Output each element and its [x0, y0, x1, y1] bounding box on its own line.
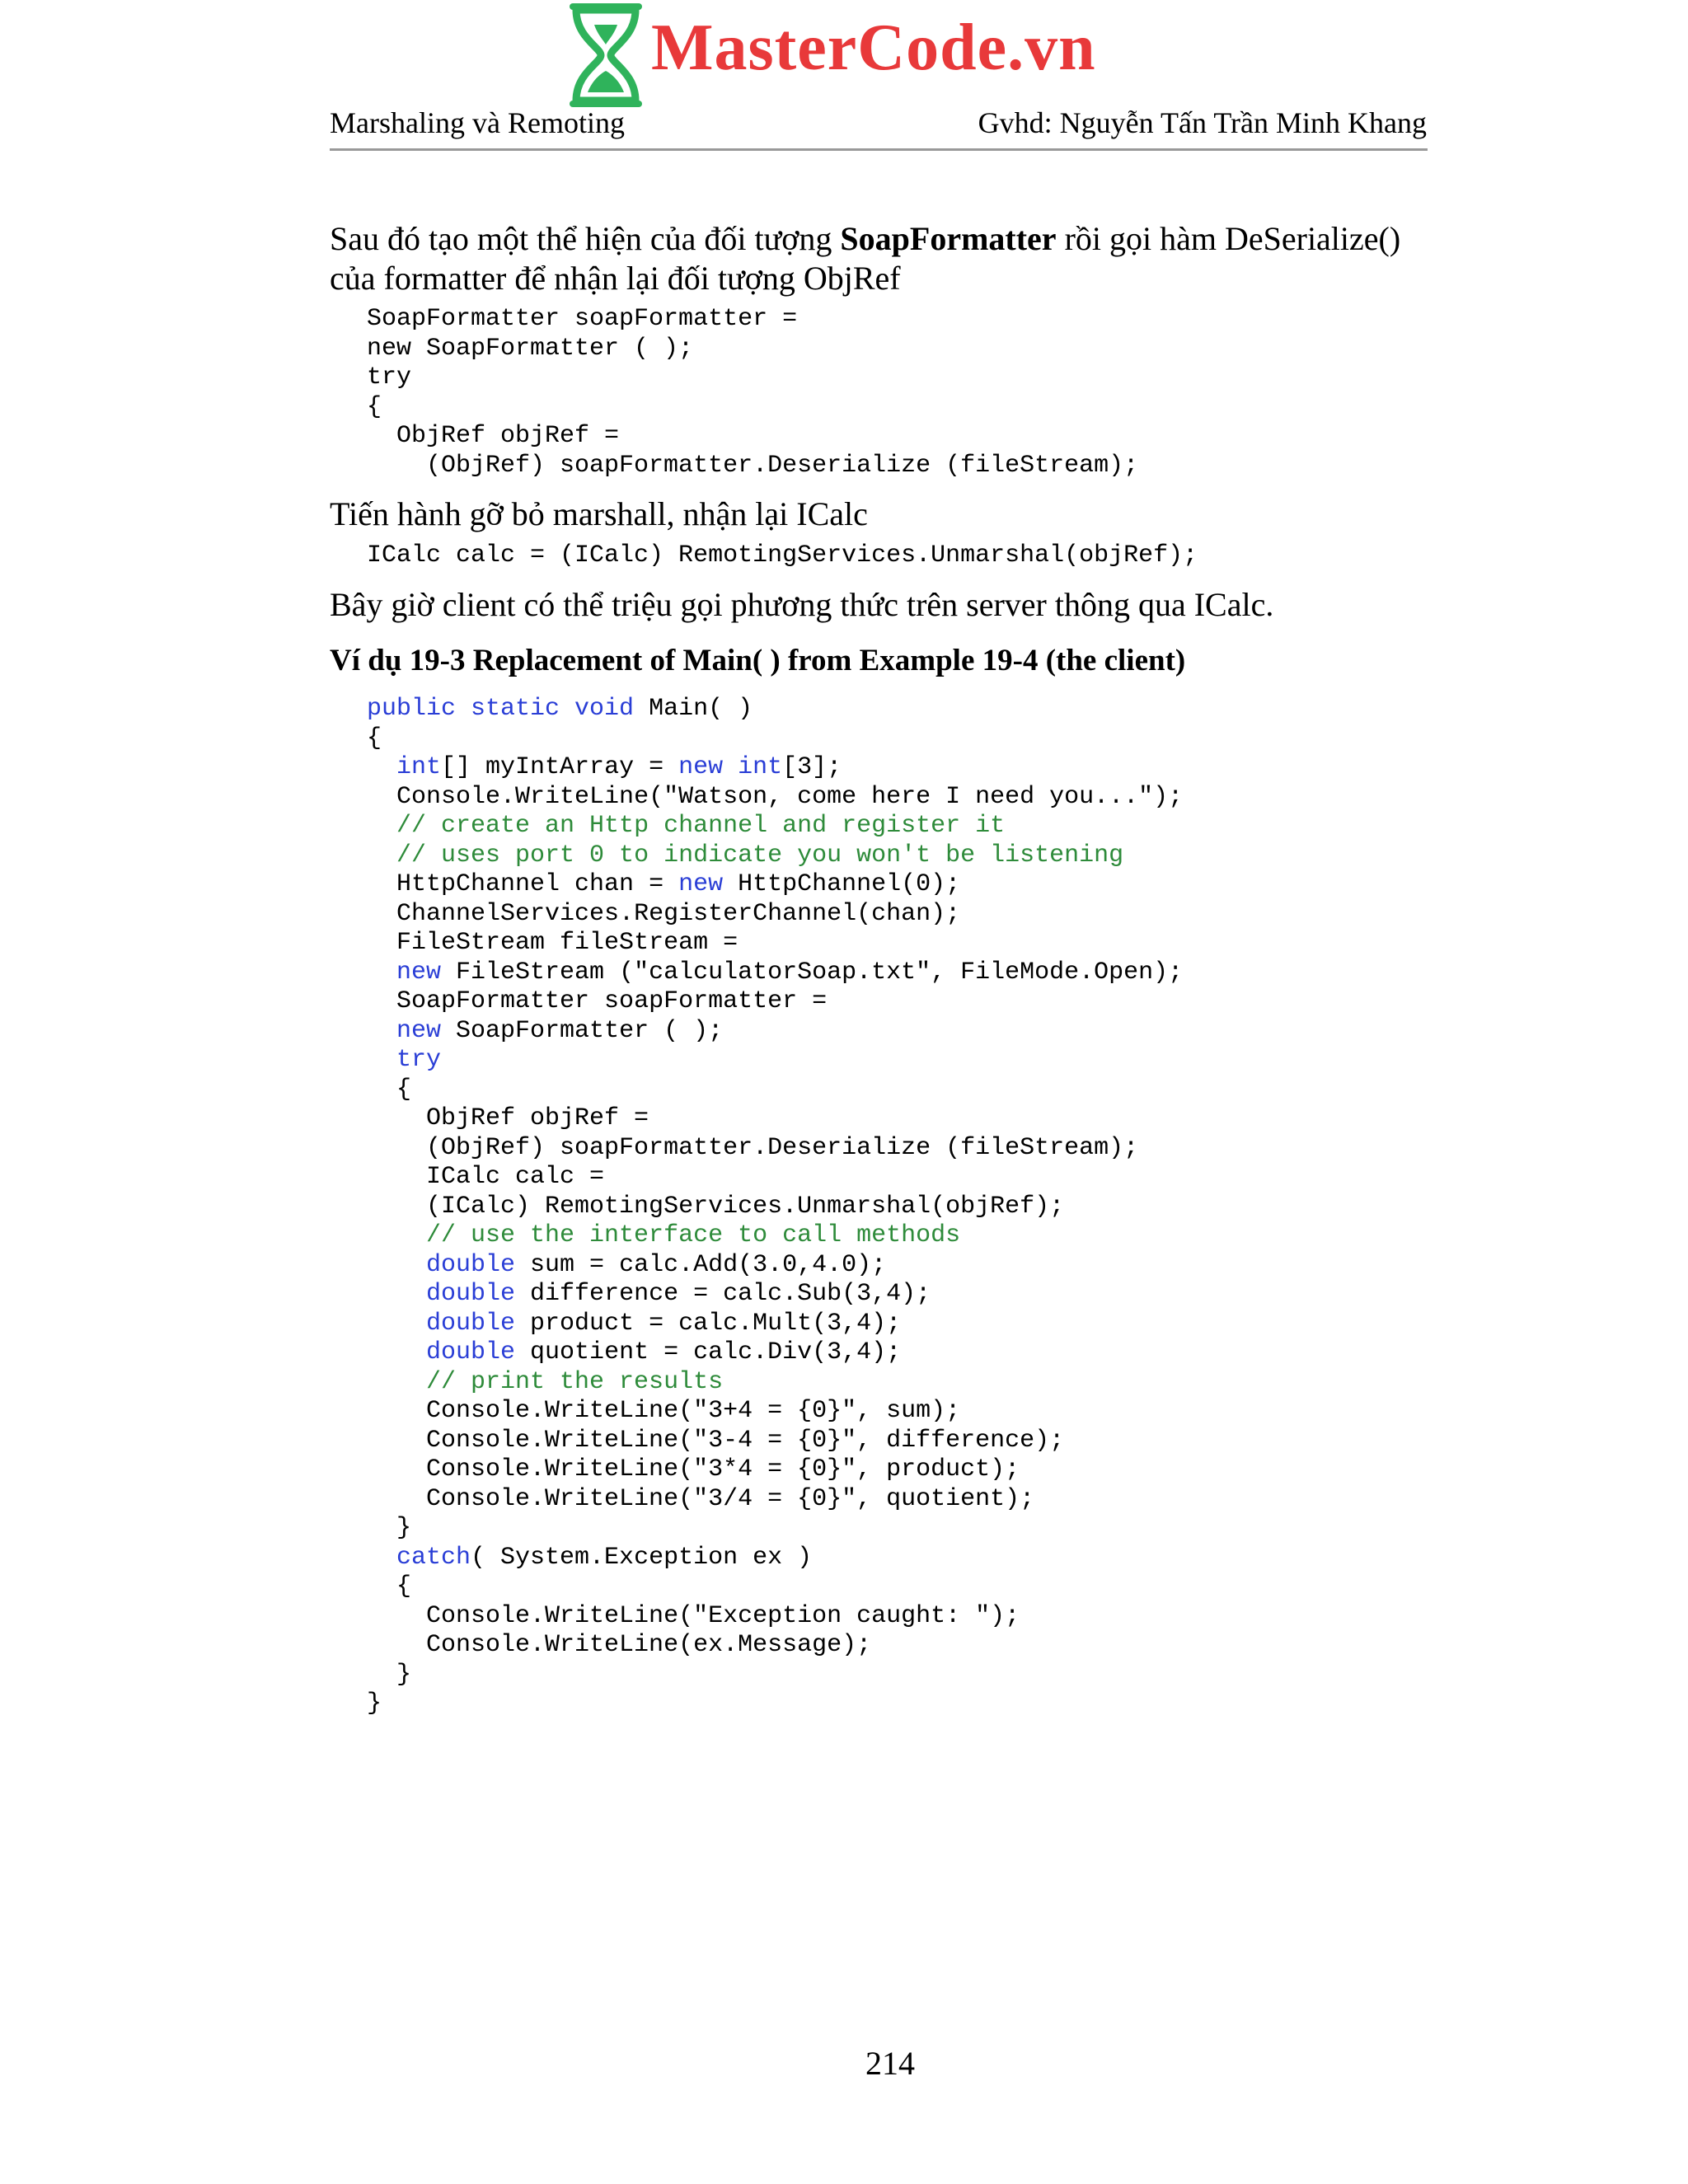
mastercode-logo	[565, 0, 1109, 111]
hourglass-icon	[565, 0, 647, 111]
header-chapter-title: Marshaling và Remoting	[330, 106, 625, 139]
code-line: Console.WriteLine("3/4 = {0}", quotient);	[426, 1484, 1035, 1513]
code-line: new SoapFormatter ( );	[396, 1016, 724, 1045]
code-line: Console.WriteLine("3*4 = {0}", product);	[426, 1455, 1020, 1483]
code-line: {	[367, 392, 382, 421]
code-line: ICalc calc = (ICalc) RemotingServices.Unmarshal(objRef);	[367, 541, 1198, 569]
code-comment: // print the results	[426, 1367, 724, 1396]
example-caption: Ví dụ 19-3 Replacement of Main( ) from Example 19-4 (the client)	[330, 644, 1186, 677]
code-line: }	[367, 1690, 382, 1718]
paragraph-intro-line2: của formatter để nhận lại đối tượng ObjRef	[330, 260, 901, 297]
code-line: Console.WriteLine("3-4 = {0}", difference);	[426, 1426, 1065, 1455]
code-line: ICalc calc =	[426, 1163, 605, 1191]
code-line: HttpChannel chan = new HttpChannel(0);	[396, 870, 961, 898]
code-comment: // use the interface to call methods	[426, 1221, 961, 1249]
code-line: ObjRef objRef =	[426, 1104, 649, 1132]
code-block-unmarshal	[367, 541, 1198, 571]
code-line: Console.WriteLine("3+4 = {0}", sum);	[426, 1397, 961, 1425]
code-line: ChannelServices.RegisterChannel(chan);	[396, 899, 961, 928]
code-line: Console.WriteLine("Exception caught: ");	[426, 1601, 1020, 1630]
logo-text: MasterCode.vn	[651, 12, 1096, 84]
code-line: try	[367, 363, 412, 391]
code-line: double difference = calc.Sub(3,4);	[426, 1280, 931, 1308]
code-line: try	[396, 1046, 442, 1074]
code-comment: // uses port 0 to indicate you won't be listening	[396, 841, 1124, 869]
code-block-main	[367, 695, 1183, 1719]
code-line: public static void Main( )	[367, 695, 753, 723]
code-line: new SoapFormatter ( );	[367, 334, 694, 363]
code-line: Console.WriteLine("Watson, come here I need you...");	[396, 782, 1184, 811]
header-divider	[330, 148, 1428, 151]
code-line: SoapFormatter soapFormatter =	[396, 987, 828, 1015]
paragraph-intro	[330, 219, 1400, 298]
code-line: {	[396, 1075, 412, 1104]
code-line: double quotient = calc.Div(3,4);	[426, 1338, 902, 1366]
code-line: {	[396, 1572, 412, 1601]
code-line: (ICalc) RemotingServices.Unmarshal(objRef);	[426, 1192, 1065, 1221]
code-line: {	[367, 724, 382, 752]
code-line: Console.WriteLine(ex.Message);	[426, 1631, 872, 1659]
paragraph-invoke: Bây giờ client có thể triệu gọi phương thức trên server thông qua ICalc.	[330, 586, 1274, 623]
paragraph-unmarshal: Tiến hành gỡ bỏ marshall, nhận lại ICalc	[330, 495, 868, 532]
header-instructor: Gvhd: Nguyễn Tấn Trần Minh Khang	[978, 106, 1427, 139]
code-line: }	[396, 1514, 412, 1542]
code-line: catch( System.Exception ex )	[396, 1543, 813, 1572]
code-line: (ObjRef) soapFormatter.Deserialize (fileStream);	[367, 451, 1139, 480]
code-line: FileStream fileStream =	[396, 929, 738, 957]
code-line: }	[396, 1660, 412, 1689]
code-line: double sum = calc.Add(3.0,4.0);	[426, 1250, 887, 1279]
code-line: SoapFormatter soapFormatter =	[367, 305, 798, 333]
code-comment: // create an Http channel and register it	[396, 812, 1006, 840]
code-line: new FileStream ("calculatorSoap.txt", FileMode.Open);	[396, 958, 1184, 987]
code-line: double product = calc.Mult(3,4);	[426, 1309, 902, 1338]
page-number: 214	[865, 2045, 915, 2082]
code-line: (ObjRef) soapFormatter.Deserialize (fileStream);	[426, 1133, 1139, 1162]
code-line: int[] myIntArray = new int[3];	[396, 753, 842, 781]
code-block-deserialize	[367, 305, 1138, 480]
code-line: ObjRef objRef =	[367, 422, 620, 450]
bold-term: SoapFormatter	[840, 220, 1057, 257]
paragraph-intro-line1: Sau đó tạo một thể hiện của đối tượng SoapFormatter rồi gọi hàm DeSerialize()	[330, 220, 1401, 257]
